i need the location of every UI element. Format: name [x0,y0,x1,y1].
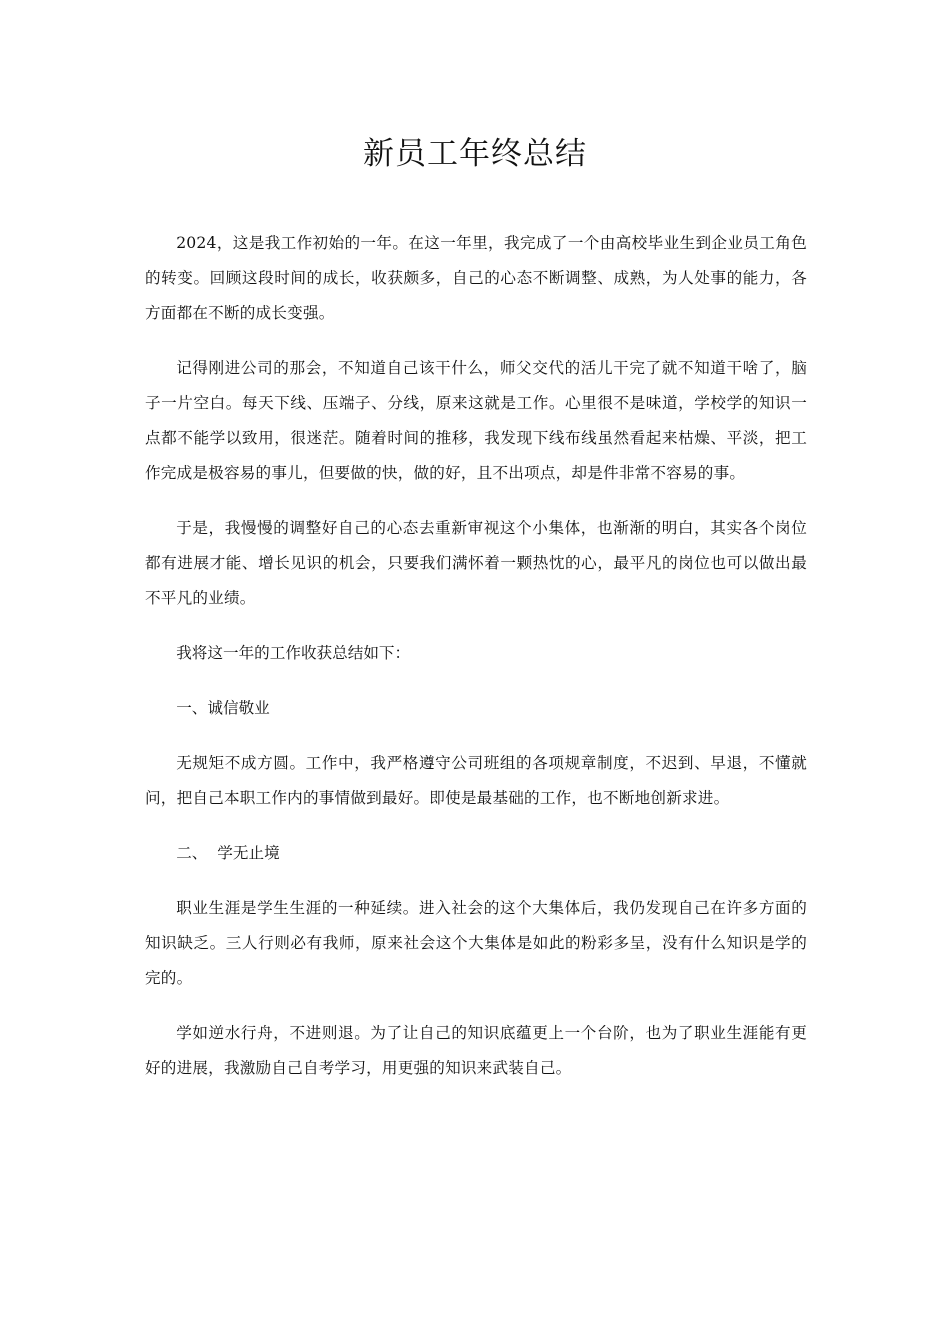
section-heading-learning: 二、 学无止境 [176,844,280,862]
paragraph-intro: 2024，这是我工作初始的一年。在这一年里，我完成了一个由高校毕业生到企业员工角色的转变。回顾这段时间的成长，收获颇多，自己的心态不断调整、成熟，为人处事的能力，各方面都在不断的成长变强。 [145,234,807,322]
paragraph-self-study: 学如逆水行舟，不进则退。为了让自己的知识底蕴更上一个台阶，也为了职业生涯能有更好的进展，我激励自己自考学习，用更强的知识来武装自己。 [145,1024,807,1077]
paragraph-mindset: 于是，我慢慢的调整好自己的心态去重新审视这个小集体，也渐渐的明白，其实各个岗位都有进展才能、增长见识的机会，只要我们满怀着一颗热忱的心，最平凡的岗位也可以做出最不平凡的业绩。 [145,519,807,607]
paragraph-early-days: 记得刚进公司的那会，不知道自己该干什么，师父交代的活儿干完了就不知道干啥了，脑子一片空白。每天下线、压端子、分线，原来这就是工作。心里很不是味道，学校学的知识一点都不能学以致用，很迷茫。随着时间的推移，我发现下线布线虽然看起来枯燥、平淡，把工作完成是极容易的事儿，但要做的快，做的好，且不出项点，却是件非常不容易的事。 [145,359,807,482]
paragraph-integrity: 无规矩不成方圆。工作中，我严格遵守公司班组的各项规章制度，不迟到、早退，不懂就问，把自己本职工作内的事情做到最好。即使是最基础的工作，也不断地创新求进。 [145,754,807,807]
document-body [145,226,807,1106]
document-title: 新员工年终总结 [363,136,587,172]
section-heading-integrity: 一、诚信敬业 [176,699,270,717]
summary-lead-in: 我将这一年的工作收获总结如下： [176,644,411,662]
paragraph-learning: 职业生涯是学生生涯的一种延续。进入社会的这个大集体后，我仍发现自己在许多方面的知识缺乏。三人行则必有我师，原来社会这个大集体是如此的粉彩多呈，没有什么知识是学的完的。 [145,899,807,987]
